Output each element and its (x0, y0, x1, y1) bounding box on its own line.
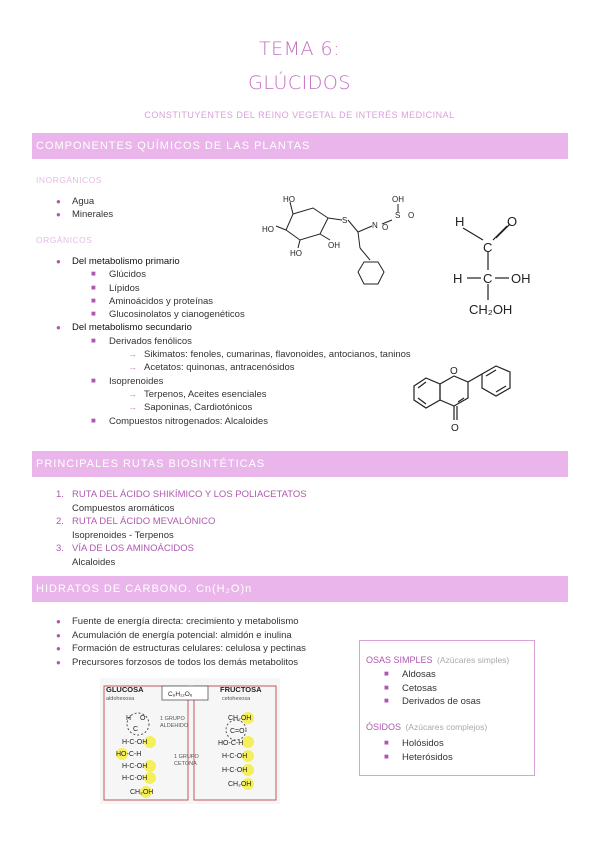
molecule-label: O (451, 423, 459, 433)
aldohexose-label: aldohexosa (106, 696, 135, 702)
molecule-label: HO (283, 195, 295, 204)
svg-text:O: O (140, 715, 146, 722)
page-tagline: CONSTITUYENTES DEL REINO VEGETAL DE INTERÉS MEDICINAL (144, 110, 455, 120)
carbohydrate-classification-box: OSAS SIMPLES (Azúcares simples) ■ Aldosas ■ Cetosas ■ Derivados de osas ÓSIDOS (Azúcares complejos) ■ Holósidos ■ Heterósidos (359, 640, 535, 776)
svg-text:H-C-OH: H-C-OH (122, 763, 148, 770)
bullet-icon: ● (56, 644, 61, 653)
organic-label: ORGÁNICOS (36, 235, 93, 245)
square-bullet-icon: ■ (91, 309, 96, 319)
square-bullet-icon: ■ (91, 269, 96, 279)
bullet-icon: ● (56, 323, 61, 333)
svg-text:H-C-OH: H-C-OH (122, 775, 148, 782)
molecule-label: C (483, 240, 493, 255)
square-bullet-icon: ■ (384, 738, 389, 747)
list-item: ● Del metabolismo primario (56, 256, 180, 267)
square-bullet-icon: ■ (91, 335, 96, 345)
list-item: → Acetatos: quinonas, antracenósidos (128, 362, 295, 374)
formula-label: C₆H₁₂O₆ (168, 691, 193, 698)
svg-text:C: C (133, 726, 139, 733)
square-bullet-icon: ■ (91, 375, 96, 385)
list-item: ■ Compuestos nitrogenados: Alcaloides (91, 415, 268, 427)
molecule-label: S (395, 211, 401, 220)
square-bullet-icon: ■ (91, 415, 96, 425)
bullet-icon: ● (56, 630, 61, 640)
list-item: → Terpenos, Aceites esenciales (128, 388, 267, 400)
arrow-right-icon: → (128, 349, 137, 360)
square-bullet-icon: ■ (384, 696, 389, 705)
molecule-label: OH (392, 195, 404, 204)
svg-text:1 GRUPO: 1 GRUPO (160, 716, 185, 722)
square-bullet-icon: ■ (384, 669, 389, 678)
square-bullet-icon: ■ (91, 295, 96, 305)
arrow-right-icon: → (128, 362, 137, 373)
svg-text:C=O: C=O (230, 728, 245, 735)
svg-text:CETONA: CETONA (174, 761, 197, 767)
inorganic-label: INORGÁNICOS (36, 175, 102, 185)
molecule-label: O (450, 366, 458, 377)
glucosinolate-structure (258, 190, 438, 295)
square-bullet-icon: ■ (384, 682, 389, 692)
bullet-icon: ● (56, 657, 61, 667)
list-item: ■ Glúcidos (91, 269, 146, 281)
arrow-right-icon: → (128, 402, 137, 413)
page-subtitle: GLÚCIDOS (248, 72, 351, 94)
svg-text:H: H (126, 715, 132, 722)
osas-heading: OSAS SIMPLES (Azúcares simples) (366, 655, 510, 665)
molecule-label: HO (262, 225, 274, 234)
svg-text:H-C-OH: H-C-OH (122, 739, 148, 746)
svg-text:ALDEHIDO: ALDEHIDO (160, 723, 189, 729)
arrow-right-icon: → (128, 388, 137, 399)
list-item: ● Del metabolismo secundario (56, 322, 192, 334)
list-item: ■ Aminoácidos y proteínas (91, 295, 214, 307)
glucose-fructose-figure (100, 678, 280, 804)
molecule-label: H (453, 271, 463, 286)
square-bullet-icon: ■ (91, 282, 96, 292)
bullet-icon: ● (56, 617, 61, 626)
molecule-label: C (483, 271, 493, 286)
svg-text:H-C-OH: H-C-OH (222, 753, 248, 760)
osidos-heading: ÓSIDOS (Azúcares complejos) (366, 722, 488, 732)
fructose-label: FRUCTOSA (220, 685, 262, 694)
list-item: → Saponinas, Cardiotónicos (128, 402, 253, 414)
page-title: TEMA 6: (258, 38, 341, 60)
list-item: ■ Derivados fenólicos (91, 335, 192, 347)
bullet-icon: ● (56, 257, 61, 266)
molecule-label: O (408, 211, 415, 220)
svg-text:HO-C-H: HO-C-H (218, 740, 244, 747)
molecule-label: CH₂OH (469, 302, 513, 317)
molecule-label: N (372, 221, 378, 230)
svg-text:CH₂OH: CH₂OH (228, 781, 252, 788)
molecule-label: O (382, 223, 389, 232)
molecule-label: HO (290, 249, 302, 258)
section-heading-routes: PRINCIPALES RUTAS BIOSINTÉTICAS (32, 451, 568, 477)
svg-text:H-C-OH: H-C-OH (222, 767, 248, 774)
molecule-label: H (455, 214, 465, 229)
ketohexose-label: cetohexosa (222, 696, 251, 702)
list-item: ■ Isoprenoides (91, 375, 164, 387)
svg-text:CH₂OH: CH₂OH (130, 789, 154, 796)
bullet-icon: ● (56, 210, 61, 219)
list-item: ■ Lípidos (91, 282, 140, 294)
square-bullet-icon: ■ (384, 751, 389, 761)
svg-text:HO-C-H: HO-C-H (116, 751, 142, 758)
glyceraldehyde-structure (445, 208, 545, 320)
molecule-label: O (507, 214, 518, 229)
list-item: ■ Glucosinolatos y cianogenéticos (91, 309, 245, 321)
molecule-label: OH (328, 241, 340, 250)
svg-text:1 GRUPO: 1 GRUPO (174, 754, 199, 760)
flavone-structure (408, 348, 553, 433)
glucose-label: GLUCOSA (106, 685, 144, 694)
list-item: → Sikimatos: fenoles, cumarinas, flavonoides, antocianos, taninos (128, 349, 411, 361)
molecule-label: S (342, 216, 348, 225)
molecule-label: OH (511, 271, 531, 286)
bullet-icon: ● (56, 197, 61, 206)
svg-text:CH₂OH: CH₂OH (228, 715, 252, 722)
section-heading-carbohydrates: HIDRATOS DE CARBONO. Cn(H₂O)n (32, 576, 568, 602)
section-heading-components: COMPONENTES QUÍMICOS DE LAS PLANTAS (32, 133, 568, 159)
